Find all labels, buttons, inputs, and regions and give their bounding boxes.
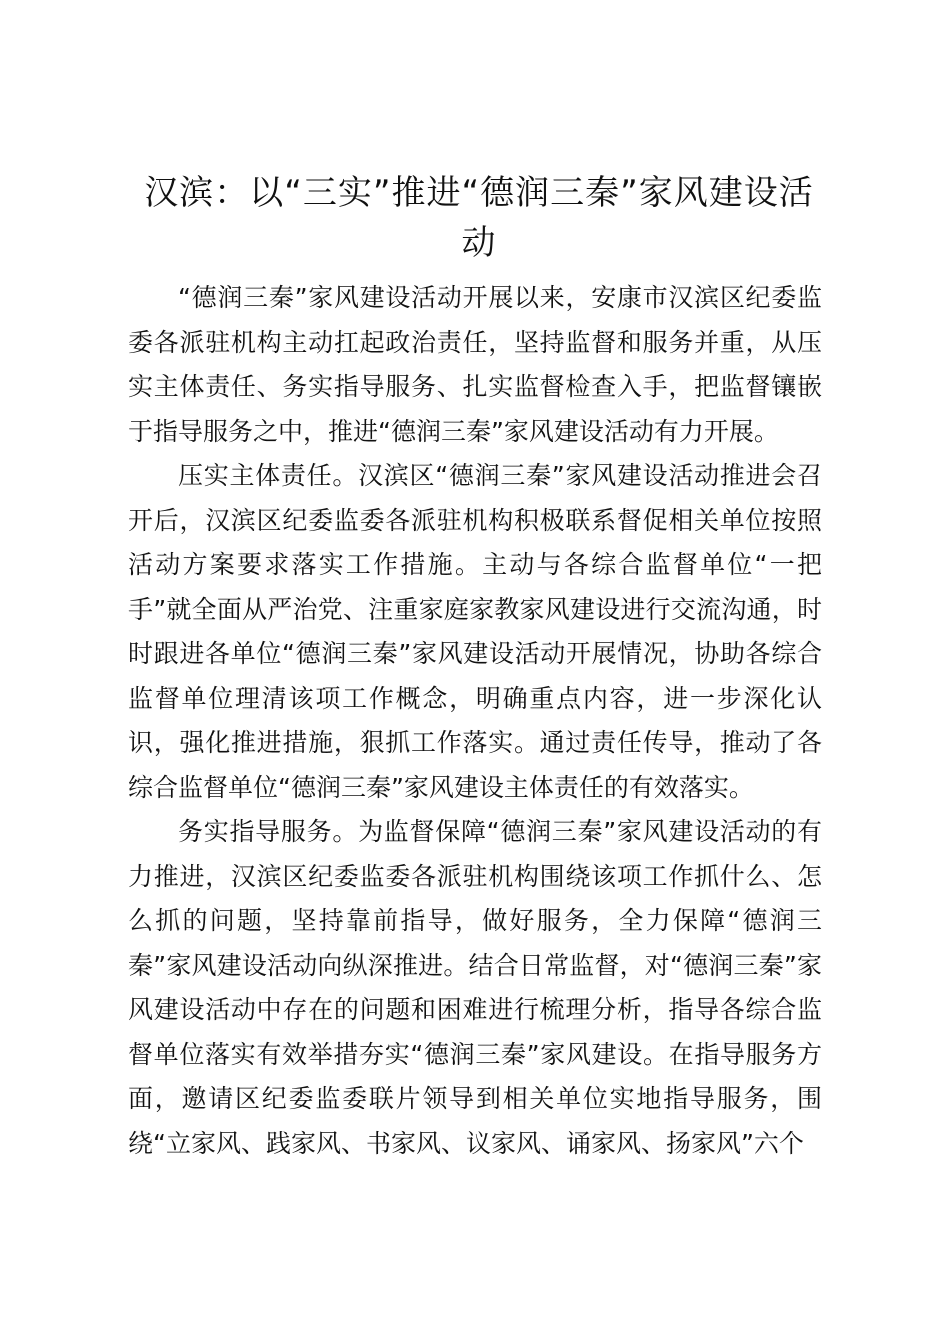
- paragraph-main-responsibility: 压实主体责任。汉滨区“德润三秦”家风建设活动推进会召开后，汉滨区纪委监委各派驻机构积极联系督促相关单位按照活动方案要求落实工作措施。主动与各综合监督单位“一把手”就全面从严治党、注重家庭家教家风建设进行交流沟通，时时跟进各单位“德润三秦”家风建设活动开展情况，协助各综合监督单位理清该项工作概念，明确重点内容，进一步深化认识，强化推进措施，狠抓工作落实。通过责任传导，推动了各综合监督单位“德润三秦”家风建设主体责任的有效落实。: [128, 461, 822, 802]
- document-body: [128, 276, 822, 1166]
- paragraph-intro: “德润三秦”家风建设活动开展以来，安康市汉滨区纪委监委各派驻机构主动扛起政治责任，坚持监督和服务并重，从压实主体责任、务实指导服务、扎实监督检查入手，把监督镶嵌于指导服务之中，推进“德润三秦”家风建设活动有力开展。: [128, 283, 822, 446]
- document-title: 汉滨：以“三实”推进“德润三秦”家风建设活动: [144, 173, 814, 263]
- paragraph-guidance-service: 务实指导服务。为监督保障“德润三秦”家风建设活动的有力推进，汉滨区纪委监委各派驻机构围绕该项工作抓什么、怎么抓的问题，坚持靠前指导，做好服务，全力保障“德润三秦”家风建设活动向纵深推进。结合日常监督，对“德润三秦”家风建设活动中存在的问题和困难进行梳理分析，指导各综合监督单位落实有效举措夯实“德润三秦”家风建设。在指导服务方面，邀请区纪委监委联片领导到相关单位实地指导服务，围绕“立家风、践家风、书家风、议家风、诵家风、扬家风”六个: [128, 817, 822, 1158]
